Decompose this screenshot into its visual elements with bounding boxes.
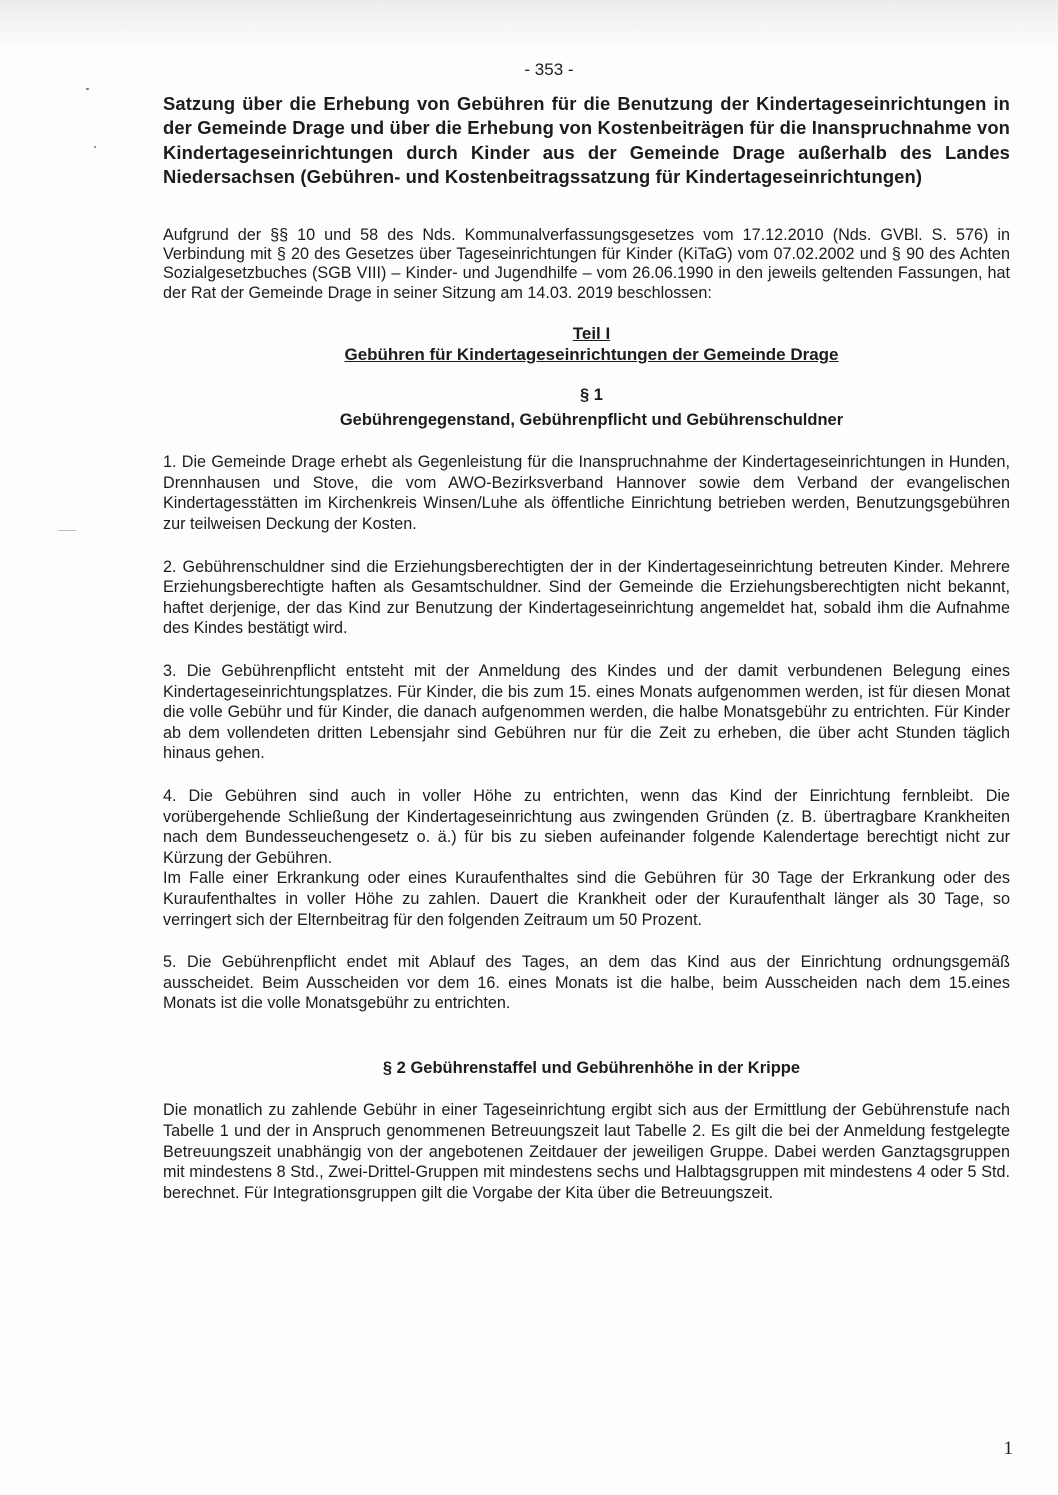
page-number-bottom: 1 bbox=[1003, 1438, 1013, 1459]
section-1-paragraph-5: 5. Die Gebührenpflicht endet mit Ablauf des Tages, an dem das Kind aus der Einrichtung ordnungsgemäß ausscheidet. Beim Ausscheiden vor dem 16. eines Monats ist die halbe, beim Ausscheiden nach dem 15.eines Monats ist die volle Monatsgebühr zu entrichten. bbox=[163, 953, 1010, 1013]
section-2-paragraph: Die monatlich zu zahlende Gebühr in einer Tageseinrichtung ergibt sich aus der Ermittlung der Gebührenstufe nach Tabelle 1 und der in Anspruch genommenen Betreuungszeit laut Tabelle 2. Es gilt die bei der Anmeldung festgelegte Betreuungszeit unabhängig von der angebotenen Zeitdauer der jeweiligen Gruppe. Dabei werden Ganztagsgruppen mit mindestens 8 Std., Zwei-Drittel-Gruppen mit mindestens sechs und Halbtagsgruppen mit mindestens 4 oder 5 Std. berechnet. Für Integrationsgruppen gilt die Vorgabe der Kita über die Betreuungszeit. bbox=[163, 1100, 1010, 1203]
document-title: Satzung über die Erhebung von Gebühren für die Benutzung der Kindertageseinrichtungen in der Gemeinde Drage und über die Erhebung von Kostenbeiträgen für die Inanspruchnahme von Kindertageseinrichtungen durch Kinder aus der Gemeinde Drage außerhalb des Landes Niedersachsen (Gebühren- und Kostenbeitragssatzung für Kindertageseinrichtungen) bbox=[163, 93, 1010, 188]
scan-speck bbox=[94, 146, 96, 148]
section-1-paragraph-3: 3. Die Gebührenpflicht entsteht mit der Anmeldung des Kindes und der damit verbundenen Belegung eines Kindertageseinrichtungsplatzes. Für Kinder, die bis zum 15. eines Monats aufgenommen werden, ist für diesen Monat die volle Gebühr und für Kinder, die danach aufgenommen werden, die halbe Monatsgebühr zu entrichten. Für Kinder ab dem vollendeten dritten Lebensjahr sind Gebühren nur für die Zeit zu erheben, die über acht Stunden täglich hinaus gehen. bbox=[163, 662, 1010, 763]
part-heading bbox=[163, 323, 1010, 365]
scan-speck bbox=[58, 530, 76, 531]
preamble: Aufgrund der §§ 10 und 58 des Nds. Kommunalverfassungsgesetzes vom 17.12.2010 (Nds. GVBl. S. 576) in Verbindung mit § 20 des Gesetzes über Tageseinrichtungen für Kinder (KiTaG) vom 07.02.2002 und § 90 des Achten Sozialgesetzbuches (SGB VIII) – Kinder- und Jugendhilfe – vom 26.06.1990 in den jeweils geltenden Fassungen, hat der Rat der Gemeinde Drage in seiner Sitzung am 14.03. 2019 beschlossen: bbox=[163, 225, 1010, 302]
section-1-number: § 1 bbox=[580, 386, 603, 405]
section-1-paragraph-4 bbox=[163, 786, 1010, 930]
scan-shadow bbox=[0, 0, 1058, 52]
section-1-title: Gebührengegenstand, Gebührenpflicht und Gebührenschuldner bbox=[339, 411, 844, 430]
page-number-top: - 353 - bbox=[524, 60, 574, 79]
part-title: Gebühren für Kindertageseinrichtungen der Gemeinde Drage bbox=[344, 345, 839, 365]
scan-speck bbox=[86, 88, 89, 90]
section-1-paragraph-4-continuation: Im Falle einer Erkrankung oder eines Kuraufenthaltes sind die Gebühren für 30 Tage der Erkrankung oder des Kuraufenthaltes in voller Höhe zu zahlen. Dauert die Krankheit oder der Kuraufenthalt länger als 30 Tage, so verringert sich der Elternbeitrag für den folgenden Zeitraum um 50 Prozent. bbox=[163, 869, 1010, 929]
section-2-title: § 2 Gebührenstaffel und Gebührenhöhe in der Krippe bbox=[382, 1058, 801, 1077]
document-body bbox=[163, 92, 1010, 1204]
section-1-paragraph-4-text: 4. Die Gebühren sind auch in voller Höhe zu entrichten, wenn das Kind der Einrichtung fernbleibt. Die vorübergehende Schließung der Kindertageseinrichtung aus zwingenden Gründen (z. B. übertragbare Krankheiten nach dem Bundesseuchengesetz o. ä.) für bis zu sieben aufeinander folgende Kalendertage berechtigt nicht zur Kürzung der Gebühren. bbox=[163, 786, 1010, 867]
section-1-paragraph-2: 2. Gebührenschuldner sind die Erziehungsberechtigten der in der Kindertageseinrichtung betreuten Kinder. Mehrere Erziehungsberechtigte haften als Gesamtschuldner. Sind der Gemeinde die Erziehungsberechtigten nicht bekannt, haftet derjenige, der das Kind zur Benutzung der Kindertageseinrichtung angemeldet hat, sobald ihm die Aufnahme des Kindes bestätigt wird. bbox=[163, 557, 1010, 638]
section-1-paragraph-1: 1. Die Gemeinde Drage erhebt als Gegenleistung für die Inanspruchnahme der Kindertageseinrichtungen in Hunden, Drennhausen und Stove, die vom AWO-Bezirksverband Hannover sowie dem Verband der evangelischen Kindertagesstätten im Kirchenkreis Winsen/Luhe als öffentliche Einrichtung betrieben werden, Benutzungsgebühren zur teilweisen Deckung der Kosten. bbox=[163, 453, 1010, 534]
part-label: Teil I bbox=[572, 324, 611, 344]
